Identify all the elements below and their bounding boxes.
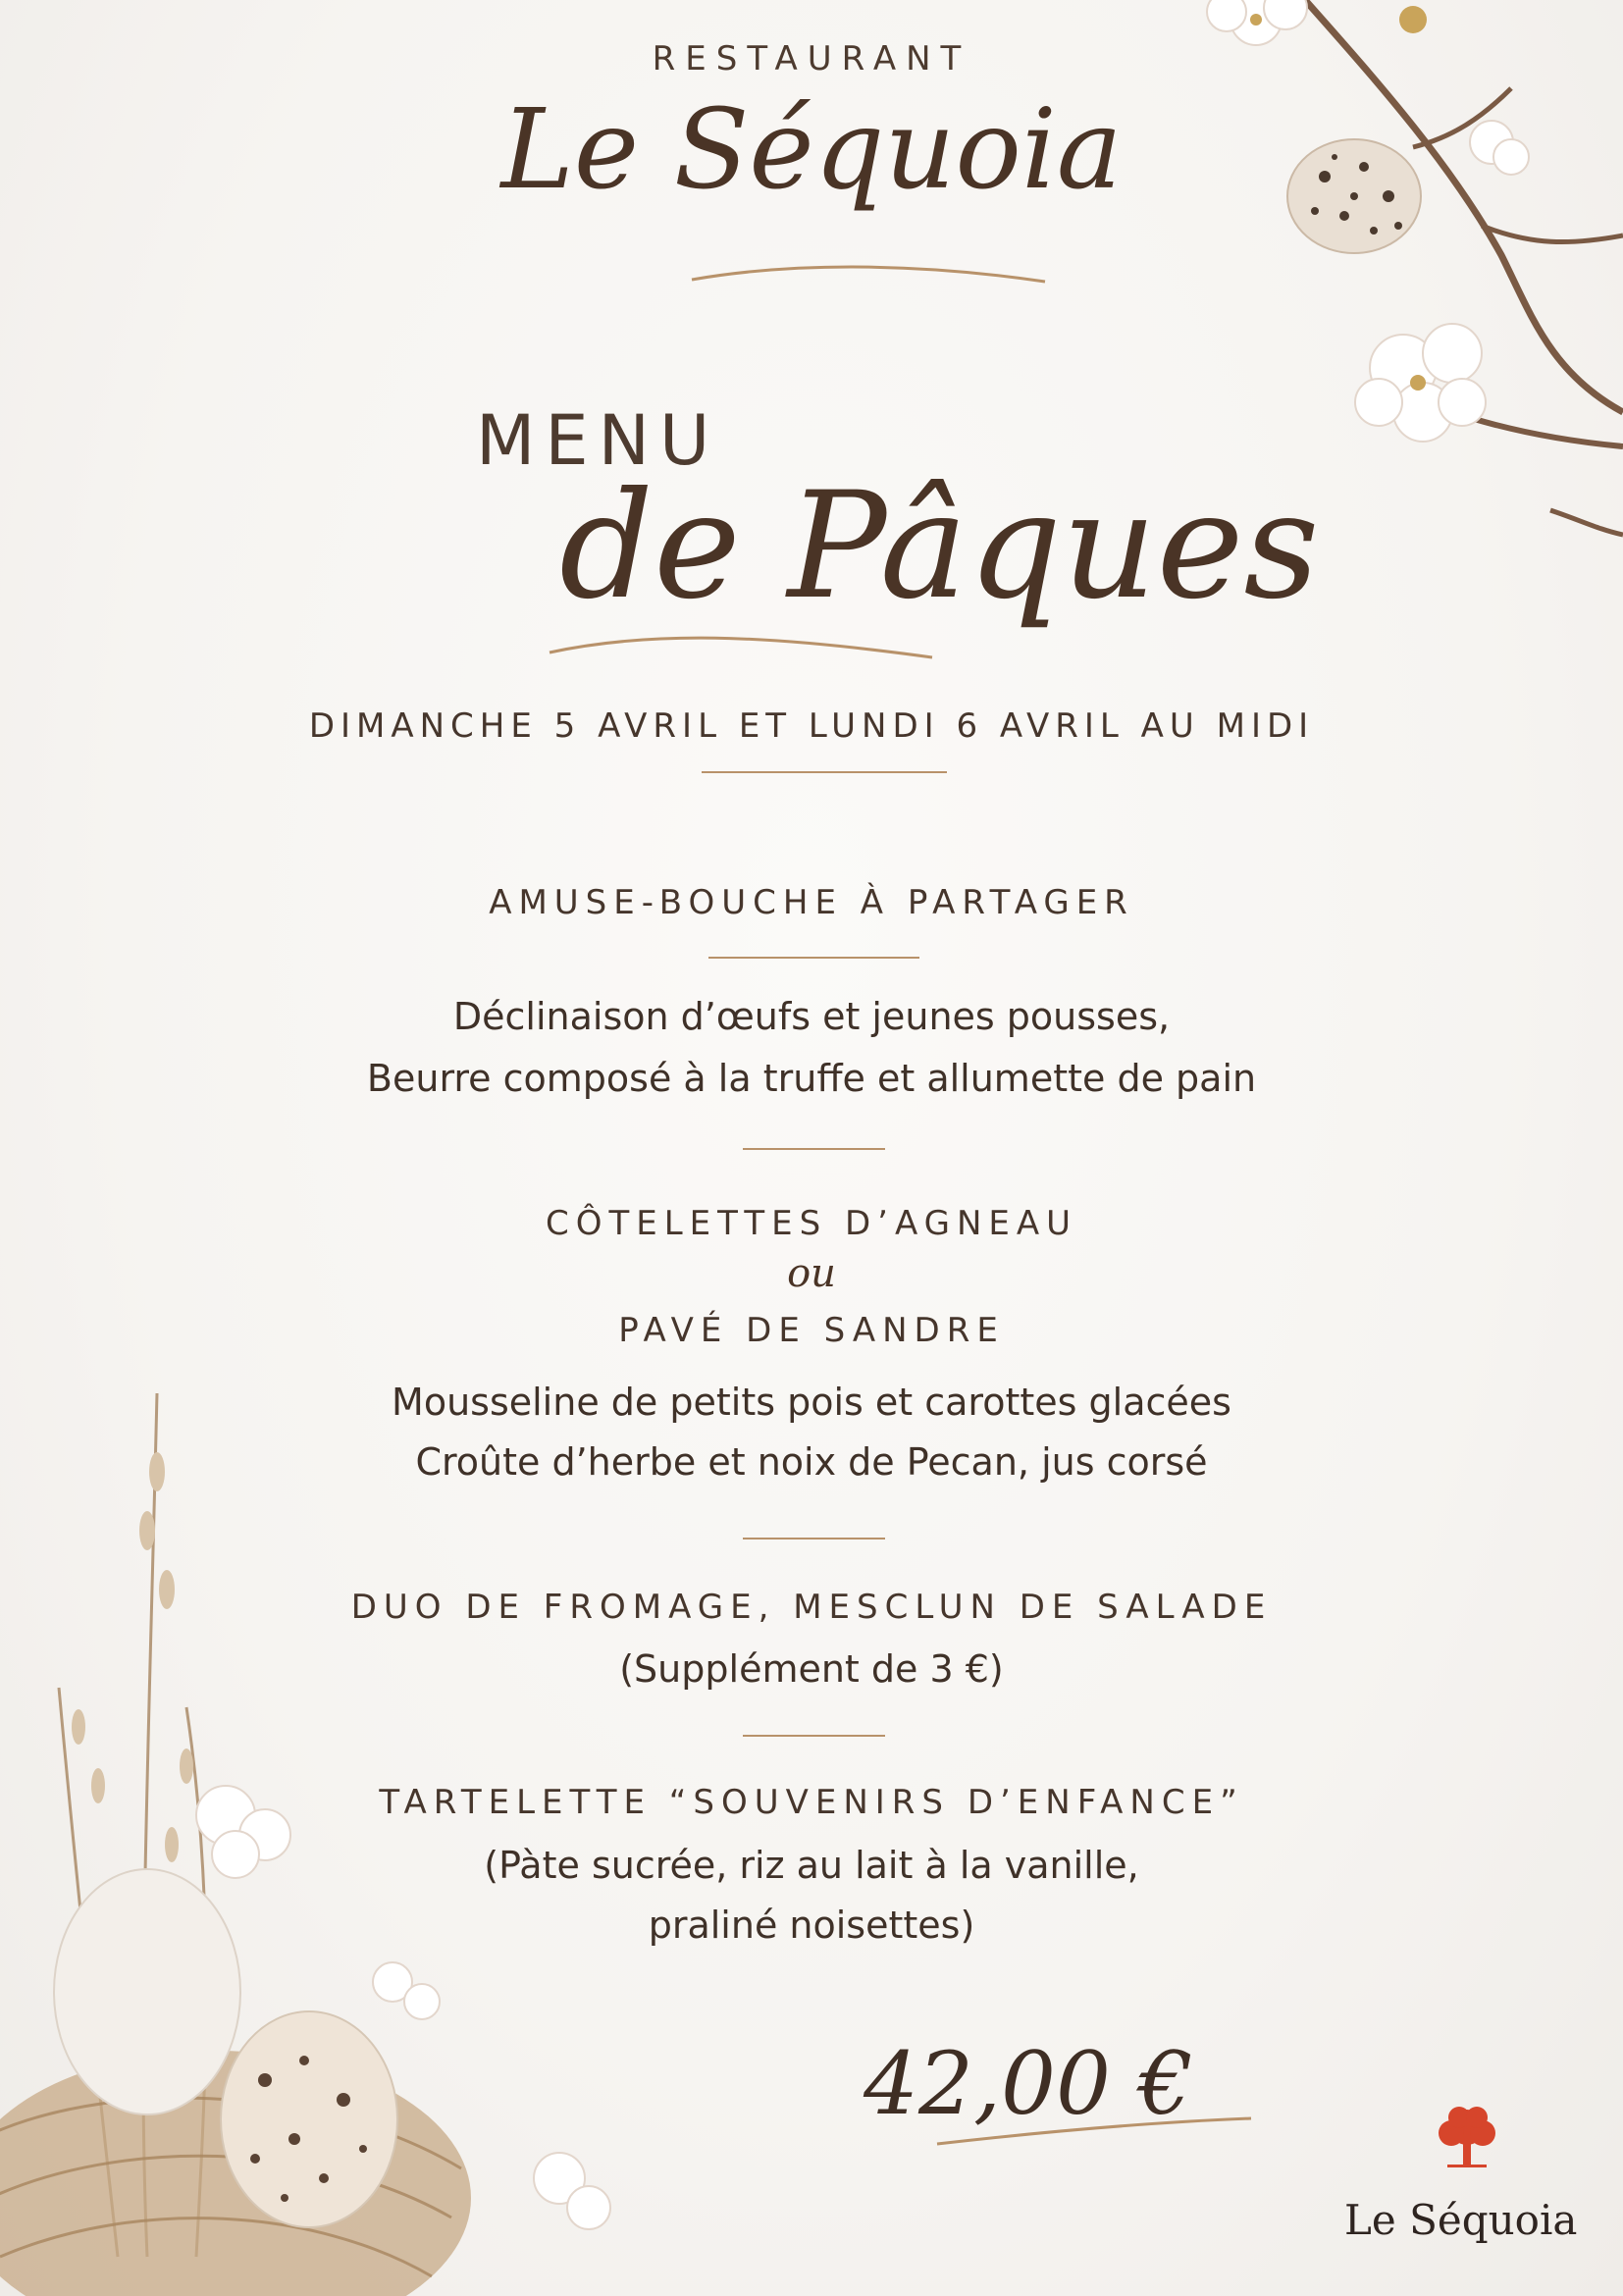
main-line-2: Croûte d’herbe et noix de Pecan, jus corsé — [415, 1440, 1208, 1484]
main-heading-pikeperch: PAVÉ DE SANDRE — [618, 1311, 1005, 1350]
dessert-line-2: praliné noisettes) — [648, 1904, 975, 1947]
section-divider — [743, 1148, 885, 1150]
section-divider — [743, 1735, 885, 1737]
section-divider — [743, 1538, 885, 1539]
restaurant-label: RESTAURANT — [652, 39, 971, 78]
title-flourish — [687, 260, 1050, 289]
menu-price: 42,00 € — [864, 2033, 1193, 2134]
amuse-line-1: Déclinaison d’œufs et jeunes pousses, — [452, 995, 1171, 1038]
main-heading-lamb: CÔTELETTES D’AGNEAU — [545, 1204, 1078, 1243]
logo-wordmark: Le Séquoia — [1344, 2196, 1578, 2244]
cheese-supplement-note: (Supplément de 3 €) — [619, 1647, 1004, 1691]
amuse-divider — [708, 957, 919, 959]
sequoia-tree-icon — [1428, 2100, 1506, 2178]
subtitle-flourish — [545, 628, 937, 667]
restaurant-name: Le Séquoia — [500, 86, 1123, 214]
cheese-heading: DUO DE FROMAGE, MESCLUN DE SALADE — [350, 1588, 1273, 1627]
main-line-1: Mousseline de petits pois et carottes glacées — [392, 1381, 1231, 1424]
amuse-bouche-heading: AMUSE-BOUCHE À PARTAGER — [489, 883, 1134, 922]
dessert-heading: TARTELETTE “SOUVENIRS D’ENFANCE” — [379, 1783, 1244, 1822]
menu-title: MENU — [476, 400, 720, 481]
dessert-line-1: (Pàte sucrée, riz au lait à la vanille, — [484, 1844, 1139, 1887]
main-or-text: ou — [787, 1251, 836, 1296]
amuse-line-2: Beurre composé à la truffe et allumette de pain — [366, 1057, 1257, 1100]
service-dates: DIMANCHE 5 AVRIL ET LUNDI 6 AVRIL AU MIDI — [308, 706, 1315, 746]
date-divider — [702, 771, 947, 773]
price-flourish — [932, 2114, 1256, 2154]
menu-subtitle: de Pâques — [559, 461, 1320, 632]
